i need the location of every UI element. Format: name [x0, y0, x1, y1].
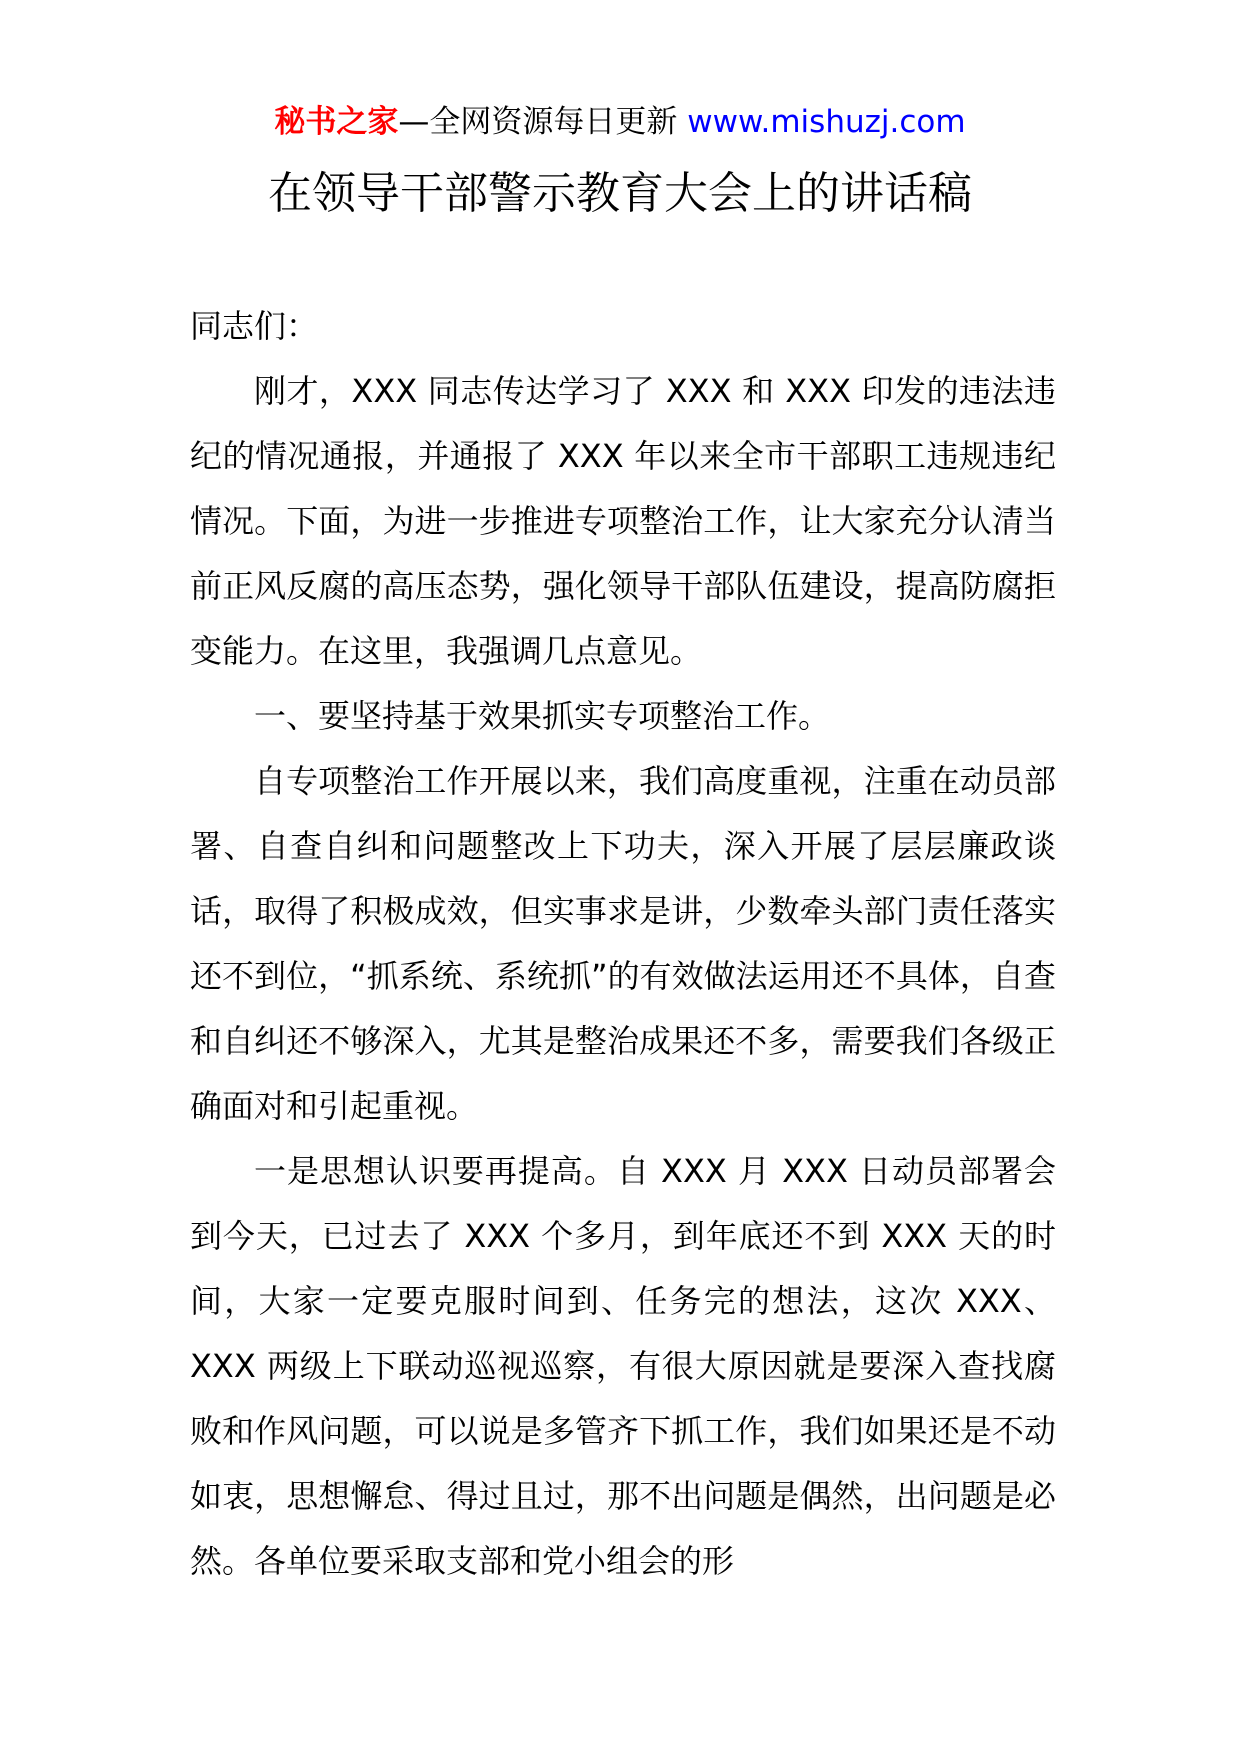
- section-heading-1: 一、要坚持基于效果抓实专项整治工作。: [254, 697, 831, 735]
- document-title: 在领导干部警示教育大会上的讲话稿: [268, 168, 972, 219]
- site-url-link[interactable]: www.mishuzj.com: [687, 104, 966, 140]
- document-body: [190, 294, 1056, 1594]
- brand-name: 秘书之家: [274, 104, 399, 140]
- paragraph-section-1: 自专项整治工作开展以来，我们高度重视，注重在动员部署、自查自纠和问题整改上下功夫，深入开展了层层廉政谈话，取得了积极成效，但实事求是讲，少数牵头部门责任落实还不到位，“抓系统、系统抓”的有效做法运用还不具体，自查和自纠还不够深入，尤其是整治成果还不多，需要我们各级正确面对和引起重视。: [190, 762, 1056, 1125]
- header-tagline: —全网资源每日更新: [398, 104, 678, 140]
- salutation: 同志们：: [190, 307, 319, 345]
- paragraph-intro: 刚才，XXX 同志传达学习了 XXX 和 XXX 印发的违法违纪的情况通报，并通报了 XXX 年以来全市干部职工违规违纪情况。下面，为进一步推进专项整治工作，让大家充分认清当前正风反腐的高压态势，强化领导干部队伍建设，提高防腐拒变能力。在这里，我强调几点意见。: [190, 372, 1056, 670]
- paragraph-point-1: 一是思想认识要再提高。自 XXX 月 XXX 日动员部署会到今天，已过去了 XXX 个多月，到年底还不到 XXX 天的时间，大家一定要克服时间到、任务完的想法，这次 XXX、XXX 两级上下联动巡视巡察，有很大原因就是要深入查找腐败和作风问题，可以说是多管齐下抓工作，我们如果还是不动如衷，思想懈怠、得过且过，那不出问题是偶然，出问题是必然。各单位要采取支部和党小组会的形: [190, 1152, 1056, 1580]
- watermark-header: [0, 100, 1240, 144]
